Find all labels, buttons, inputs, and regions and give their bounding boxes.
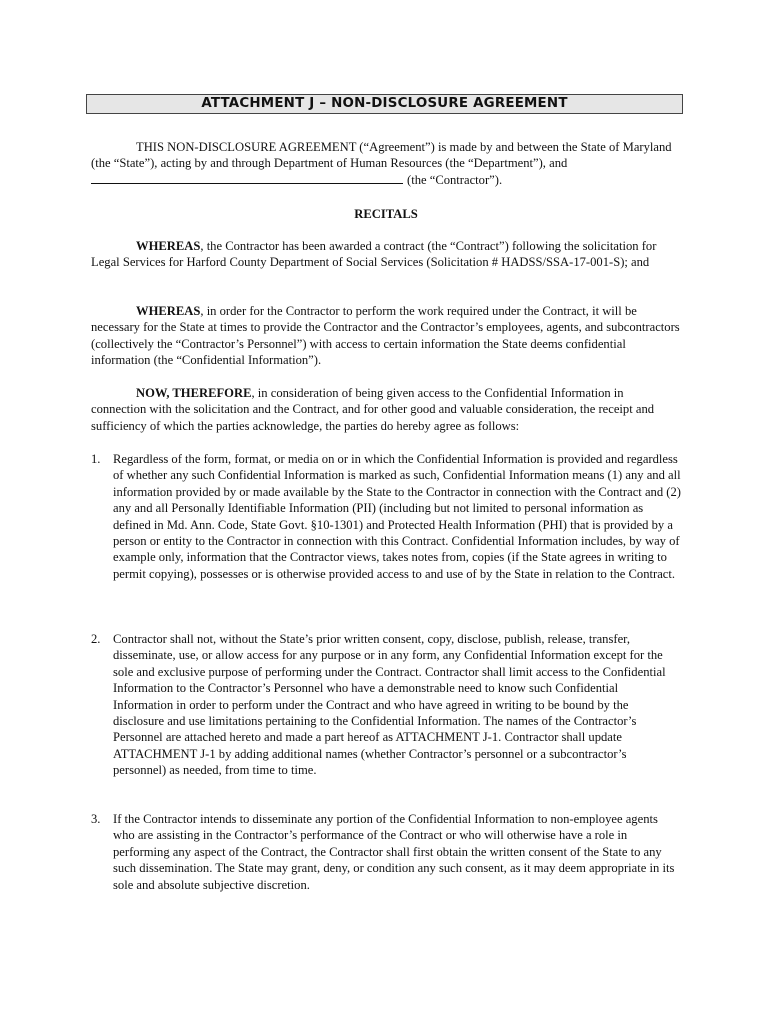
now-therefore-lead: NOW, THEREFORE (136, 386, 252, 400)
whereas-text-1: , the Contractor has been awarded a contract (the “Contract”) following the solicitation for Legal Services for Harford County Department of Social Services (Solicitation # HADSS/SSA-17-001-S); and (91, 239, 657, 270)
recitals-heading: RECITALS (354, 207, 418, 221)
whereas-lead-2: WHEREAS (136, 304, 201, 318)
list-item-3 (91, 811, 681, 893)
whereas-paragraph-2 (91, 303, 681, 369)
list-item-text: If the Contractor intends to disseminate any portion of the Confidential Information to non-employee agents who are assisting in the Contractor’s performance of the Contract or who will otherwise have a role in performing any aspect of the Contract, the Contractor shall first obtain the written consent of the State to any such dissemination. The State may grant, deny, or condition any such consent, as it may deem appropriate in its sole and absolute subjective discretion. (113, 812, 675, 892)
list-item-text: Contractor shall not, without the State’s prior written consent, copy, disclose, publish, release, transfer, disseminate, use, or allow access for any purpose or in any form, any Confidential Information except for the sole and exclusive purpose of performing under the Contract. Contractor shall limit access to the Confidential Information to the Contractor’s Personnel who have a demonstrable need to know such Confidential Information in order to perform under the Contract and who have agreed in writing to be bound by the disclosure and use limitations pertaining to the Confidential Information. The names of the Contractor’s Personnel are attached hereto and made a part hereof as ATTACHMENT J-1. Contractor shall update ATTACHMENT J-1 by adding additional names (whether Contractor’s personnel or a subcontractor’s personnel) as needed, from time to time. (113, 632, 666, 778)
list-item-text: Regardless of the form, format, or media on or in which the Confidential Information is provided and regardless of whether any such Confidential Information is marked as such, Confidential Information means (1) any and all information provided by or made available by the State to the Contractor in connection with the Contract and (2) any and all Personally Identifiable Information (PII) (including but not limited to personal information as defined in Md. Ann. Code, State Govt. §10-1301) and Protected Health Information (PHI) that is provided by a person or entity to the Contractor in connection with this Contract. Confidential Information includes, by way of example only, information that the Contractor views, takes notes from, copies (if the State agrees in writing to permit copying), possesses or is otherwise provided access to and use of by the State in relation to the Contract. (113, 452, 681, 581)
intro-text: THIS NON-DISCLOSURE AGREEMENT (“Agreement”) is made by and between the State of Maryland (the “State”), acting by and through Department of Human Resources (the “Department”), and (91, 140, 672, 171)
intro-suffix: (the “Contractor”). (407, 172, 503, 187)
whereas-lead-1: WHEREAS (136, 239, 201, 253)
page-title: ATTACHMENT J – NON-DISCLOSURE AGREEMENT (86, 94, 683, 114)
list-item-number: 2. (91, 632, 101, 646)
now-therefore-paragraph (91, 385, 681, 434)
whereas-paragraph-1 (91, 238, 681, 271)
now-therefore-text: , in consideration of being given access to the Confidential Information in connection with the solicitation and the Contract, and for other good and valuable consideration, the receipt and sufficiency of which the parties acknowledge, the parties do hereby agree as follows: (91, 386, 655, 433)
list-item-number: 1. (91, 452, 101, 466)
intro-paragraph (91, 139, 681, 188)
whereas-text-2: , in order for the Contractor to perform the work required under the Contract, it will be necessary for the State at times to provide the Contractor and the Contractor’s employees, agents, and subcontractors (collectively the “Contractor’s Personnel”) with access to certain information the State deems confidential information (the “Confidential Information”). (91, 304, 680, 368)
list-item-1 (91, 451, 681, 582)
list-item-2 (91, 631, 681, 779)
contractor-name-blank[interactable] (91, 172, 403, 184)
list-item-number: 3. (91, 812, 101, 826)
